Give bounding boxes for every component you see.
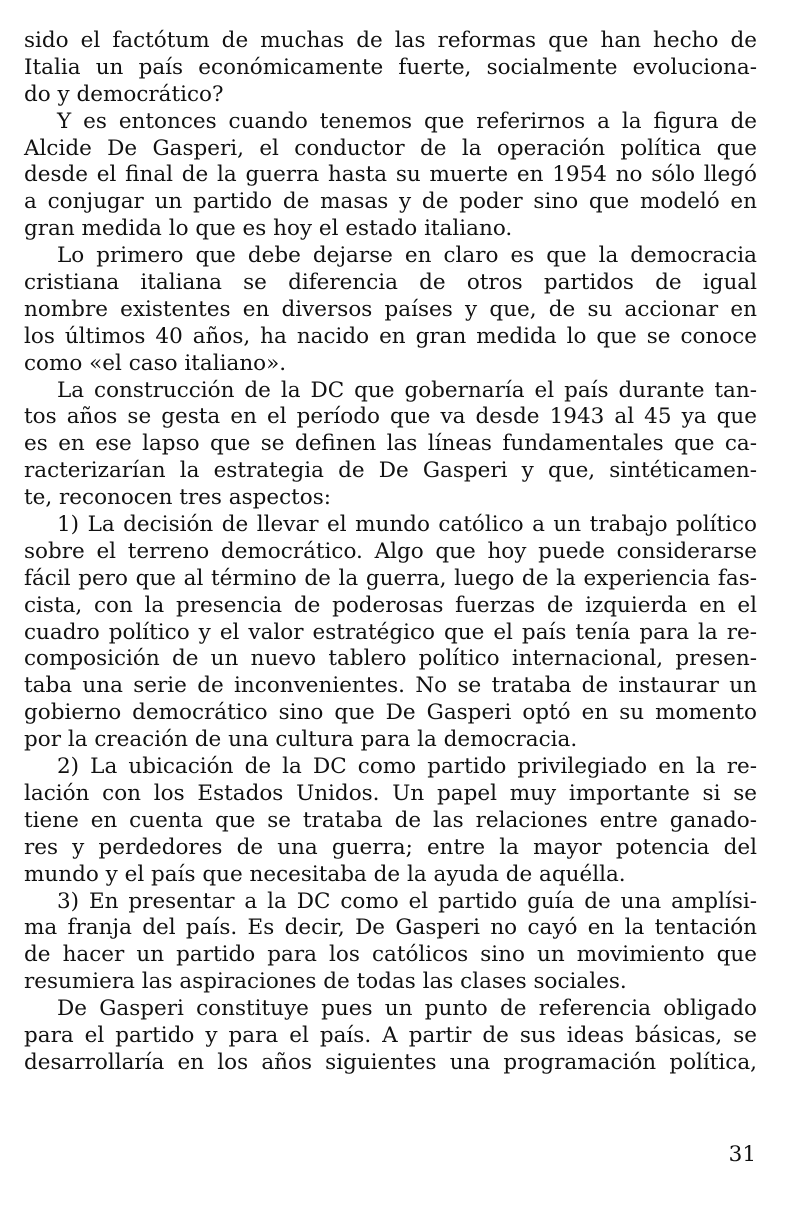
paragraph-aspecto-3: [24, 889, 757, 997]
paragraph-construccion: [24, 378, 757, 512]
text-line: resumiera las aspiraciones de todas las clases sociales.: [24, 969, 627, 995]
paragraph-intro: [24, 28, 757, 109]
text-line: tiene en cuenta que se trataba de las relaciones entre ganado-: [24, 807, 757, 833]
text-line: desde el final de la guerra hasta su muerte en 1954 no sólo llegó: [24, 162, 757, 188]
paragraph-democracia-cristiana: [24, 243, 757, 377]
paragraph-aspecto-1: [24, 512, 757, 754]
text-line: nombre existentes en diversos países y que, de su accionar en: [24, 296, 757, 322]
text-line: lación con los Estados Unidos. Un papel muy importante si se: [24, 780, 757, 806]
text-line: taba una serie de inconvenientes. No se trataba de instaurar un: [24, 673, 757, 699]
text-line: te, reconocen tres aspectos:: [24, 485, 332, 511]
text-line: sido el factótum de muchas de las reformas que han hecho de: [24, 28, 757, 53]
text-line: sobre el terreno democrático. Algo que hoy puede considerarse: [24, 538, 757, 564]
text-line: de hacer un partido para los católicos sino un movimiento que: [24, 942, 757, 968]
text-line: desarrollaría en los años siguientes una programación política,: [24, 1049, 757, 1075]
text-line: Lo primero que debe dejarse en claro es que la democracia: [57, 243, 757, 269]
text-line: gobierno democrático sino que De Gasperi optó en su momento: [24, 700, 757, 726]
text-line: La construcción de la DC que gobernaría el país durante tan-: [57, 377, 757, 403]
text-line: fácil pero que al término de la guerra, luego de la experiencia fas-: [24, 565, 757, 591]
paragraph-referencia: [24, 996, 757, 1077]
paragraph-de-gasperi: [24, 109, 757, 243]
text-line: los últimos 40 años, ha nacido en gran medida lo que se conoce: [24, 323, 757, 349]
text-line: Alcide De Gasperi, el conductor de la operación política que: [24, 135, 757, 161]
text-line: para el partido y para el país. A partir de sus ideas básicas, se: [24, 1022, 757, 1048]
text-line: De Gasperi constituye pues un punto de referencia obligado: [57, 996, 757, 1022]
text-line: cristiana italiana se diferencia de otros partidos de igual: [24, 270, 757, 296]
text-line: como «el caso italiano».: [24, 350, 287, 376]
text-line: es en ese lapso que se definen las líneas fundamentales que ca-: [24, 431, 757, 457]
text-line: Y es entonces cuando tenemos que referirnos a la figura de: [57, 108, 757, 134]
page-body: [24, 28, 757, 1077]
text-line: cista, con la presencia de poderosas fuerzas de izquierda en el: [24, 592, 757, 618]
text-line: 3) En presentar a la DC como el partido guía de una amplísi-: [57, 888, 757, 914]
page-number: 31: [728, 1142, 756, 1167]
text-line: res y perdedores de una guerra; entre la mayor potencia del: [24, 834, 757, 860]
text-line: ma franja del país. Es decir, De Gasperi no cayó en la tentación: [24, 915, 757, 941]
text-line: 2) La ubicación de la DC como partido privilegiado en la re-: [57, 754, 757, 780]
text-line: 1) La decisión de llevar el mundo católico a un trabajo político: [57, 512, 757, 538]
text-line: Italia un país económicamente fuerte, socialmente evoluciona-: [24, 54, 757, 80]
text-line: composición de un nuevo tablero político internacional, presen-: [24, 646, 757, 672]
text-line: tos años se gesta en el período que va desde 1943 al 45 ya que: [24, 404, 757, 430]
text-line: a conjugar un partido de masas y de poder sino que modeló en: [24, 189, 757, 215]
text-line: por la creación de una cultura para la democracia.: [24, 727, 578, 753]
text-line: gran medida lo que es hoy el estado italiano.: [24, 216, 513, 242]
text-line: do y democrático?: [24, 81, 224, 107]
text-line: racterizarían la estrategia de De Gasperi y que, sintéticamen-: [24, 458, 757, 484]
text-line: cuadro político y el valor estratégico que el país tenía para la re-: [24, 619, 757, 645]
text-line: mundo y el país que necesitaba de la ayuda de aquélla.: [24, 861, 626, 887]
paragraph-aspecto-2: [24, 754, 757, 888]
